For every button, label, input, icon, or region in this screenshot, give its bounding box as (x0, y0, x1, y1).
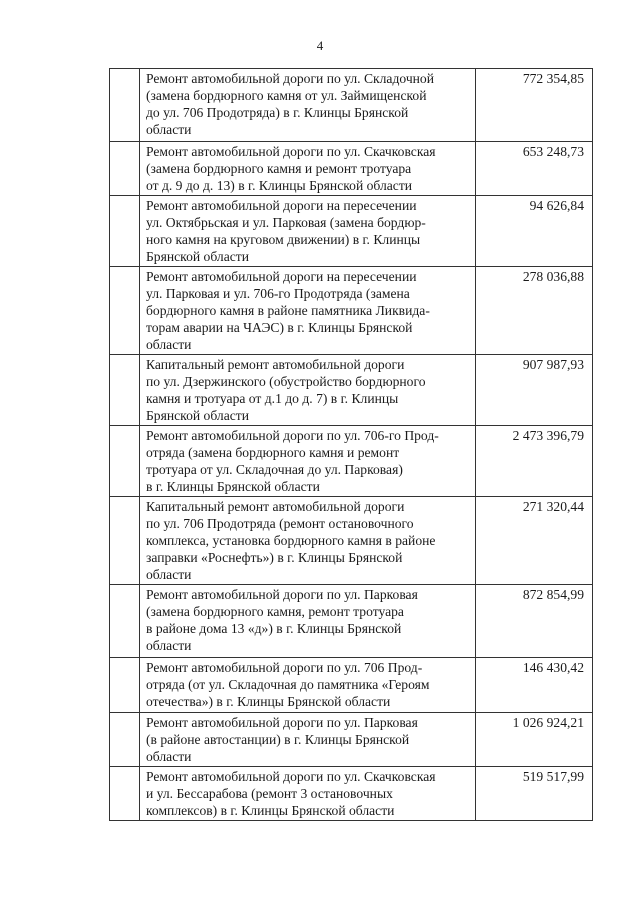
work-description-cell (140, 585, 476, 658)
row-number-cell (110, 585, 140, 658)
description-line: Ремонт автомобильной дороги по ул. Скачковская (146, 769, 436, 784)
description-line: комплекса, установка бордюрного камня в районе (146, 533, 436, 548)
amount-cell: 653 248,73 (476, 142, 593, 196)
amount-cell: 94 626,84 (476, 196, 593, 267)
work-description-cell (140, 69, 476, 142)
description-line: Капитальный ремонт автомобильной дороги (146, 499, 405, 514)
amount-cell: 278 036,88 (476, 267, 593, 355)
amount-cell: 2 473 396,79 (476, 426, 593, 497)
row-number-cell (110, 426, 140, 497)
description-line: отряда (замена бордюрного камня и ремонт (146, 445, 400, 460)
budget-table (109, 68, 593, 821)
amount-cell: 271 320,44 (476, 497, 593, 585)
table-row (110, 426, 593, 497)
description-line: Ремонт автомобильной дороги на пересечении (146, 269, 417, 284)
description-line: до ул. 706 Продотряда) в г. Клинцы Брянской (146, 105, 409, 120)
description-line: по ул. 706 Продотряда (ремонт остановочного (146, 516, 414, 531)
description-line: отряда (от ул. Складочная до памятника «Героям (146, 677, 430, 692)
description-line: (замена бордюрного камня от ул. Займищенской (146, 88, 427, 103)
row-number-cell (110, 267, 140, 355)
description-line: в районе дома 13 «д») в г. Клинцы Брянской (146, 621, 402, 636)
table-row (110, 142, 593, 196)
table-row (110, 196, 593, 267)
work-description-cell (140, 713, 476, 767)
description-line: бордюрного камня в районе памятника Ликвида- (146, 303, 430, 318)
description-line: Ремонт автомобильной дороги на пересечении (146, 198, 417, 213)
row-number-cell (110, 658, 140, 713)
page-number: 4 (316, 38, 324, 53)
description-line: от д. 9 до д. 13) в г. Клинцы Брянской области (146, 178, 413, 193)
description-line: области (146, 122, 192, 137)
description-line: отечества») в г. Клинцы Брянской области (146, 694, 391, 709)
description-line: ного камня на круговом движении) в г. Клинцы (146, 232, 421, 247)
table-row (110, 585, 593, 658)
table-row (110, 355, 593, 426)
description-line: ул. Октябрьская и ул. Парковая (замена бордюр- (146, 215, 426, 230)
table-row (110, 713, 593, 767)
description-line: Ремонт автомобильной дороги по ул. Складочной (146, 71, 434, 86)
description-line: Брянской области (146, 249, 249, 264)
description-line: торам аварии на ЧАЭС) в г. Клинцы Брянской (146, 320, 413, 335)
amount-cell: 772 354,85 (476, 69, 593, 142)
row-number-cell (110, 767, 140, 821)
amount-cell: 146 430,42 (476, 658, 593, 713)
description-line: и ул. Бессарабова (ремонт 3 остановочных (146, 786, 393, 801)
description-line: Ремонт автомобильной дороги по ул. Парковая (146, 587, 418, 602)
description-line: ул. Парковая и ул. 706-го Продотряда (замена (146, 286, 410, 301)
description-line: заправки «Роснефть») в г. Клинцы Брянской (146, 550, 403, 565)
work-description-cell (140, 497, 476, 585)
table-row (110, 497, 593, 585)
description-line: (замена бордюрного камня, ремонт тротуара (146, 604, 404, 619)
budget-table-body (110, 69, 593, 821)
work-description-cell (140, 767, 476, 821)
table-row (110, 267, 593, 355)
work-description-cell (140, 196, 476, 267)
description-line: по ул. Дзержинского (обустройство бордюрного (146, 374, 426, 389)
work-description-cell (140, 426, 476, 497)
work-description-cell (140, 267, 476, 355)
description-line: (в районе автостанции) в г. Клинцы Брянской (146, 732, 410, 747)
description-line: Ремонт автомобильной дороги по ул. Парковая (146, 715, 418, 730)
description-line: Брянской области (146, 408, 249, 423)
description-line: Капитальный ремонт автомобильной дороги (146, 357, 405, 372)
amount-cell: 519 517,99 (476, 767, 593, 821)
row-number-cell (110, 69, 140, 142)
description-line: тротуара от ул. Складочная до ул. Парковая) (146, 462, 403, 477)
description-line: области (146, 337, 192, 352)
description-line: камня и тротуара от д.1 до д. 7) в г. Клинцы (146, 391, 399, 406)
table-row (110, 658, 593, 713)
description-line: области (146, 749, 192, 764)
row-number-cell (110, 196, 140, 267)
description-line: (замена бордюрного камня и ремонт тротуара (146, 161, 412, 176)
amount-cell: 872 854,99 (476, 585, 593, 658)
row-number-cell (110, 713, 140, 767)
work-description-cell (140, 355, 476, 426)
row-number-cell (110, 497, 140, 585)
table-row (110, 69, 593, 142)
description-line: Ремонт автомобильной дороги по ул. 706 Прод- (146, 660, 423, 675)
description-line: Ремонт автомобильной дороги по ул. Скачковская (146, 144, 436, 159)
row-number-cell (110, 142, 140, 196)
description-line: области (146, 638, 192, 653)
table-row (110, 767, 593, 821)
description-line: Ремонт автомобильной дороги по ул. 706-го Прод- (146, 428, 439, 443)
amount-cell: 1 026 924,21 (476, 713, 593, 767)
description-line: в г. Клинцы Брянской области (146, 479, 320, 494)
description-line: области (146, 567, 192, 582)
amount-cell: 907 987,93 (476, 355, 593, 426)
row-number-cell (110, 355, 140, 426)
work-description-cell (140, 142, 476, 196)
work-description-cell (140, 658, 476, 713)
description-line: комплексов) в г. Клинцы Брянской области (146, 803, 395, 818)
